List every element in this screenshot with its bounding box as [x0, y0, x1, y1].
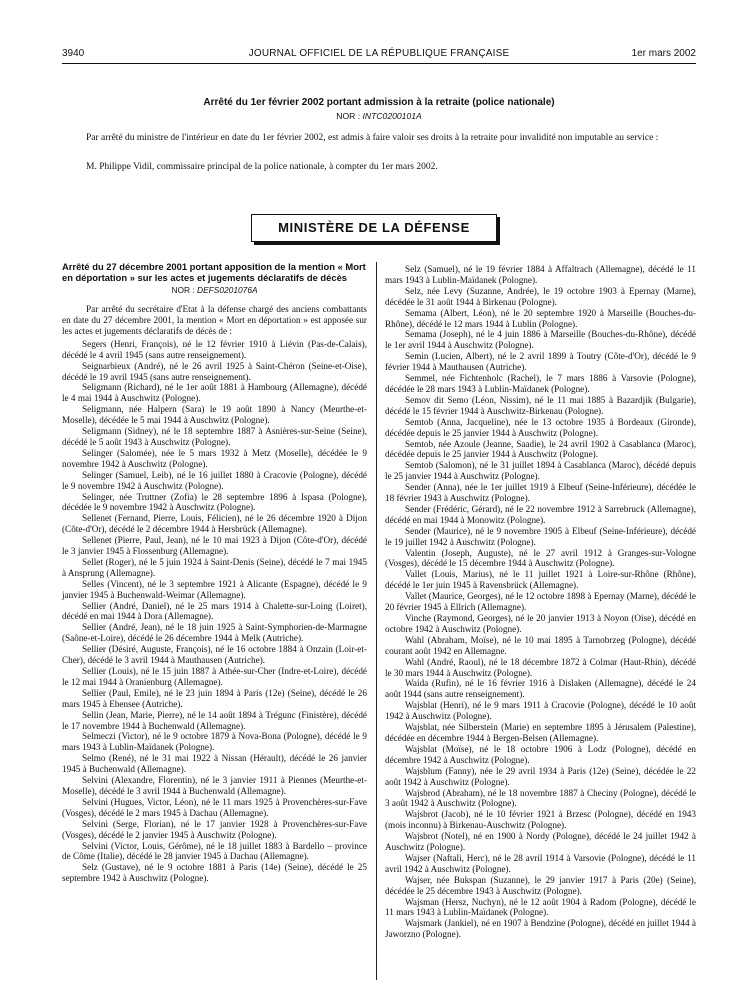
header-rule: [62, 63, 696, 64]
nor-label: NOR :: [171, 285, 198, 296]
list-item: Sellenet (Fernand, Pierre, Louis, Félicien), né le 26 décembre 1920 à Dijon (Côte-d'Or), décédé le 2 décembre 1944 à Hersbrück (Allemagne).: [62, 513, 367, 535]
list-item: Selvini (Victor, Louis, Gérôme), né le 18 juillet 1883 à Bardello – province de Côme (Italie), décédé le 28 janvier 1945 à Dachau (Allemagne).: [62, 840, 367, 862]
list-item: Sellier (André, Daniel), né le 25 mars 1914 à Chalette-sur-Loing (Loiret), décédé en mai 1944 à Dora (Allemagne).: [62, 600, 367, 622]
list-item: Selvini (Serge, Florian), né le 17 janvier 1928 à Provenchères-sur-Fave (Vosges), décédé le 2 janvier 1945 à Auschwitz (Pologne).: [62, 818, 367, 840]
list-item: Semtob, née Azoule (Jeanne, Saadie), le 24 avril 1902 à Casablanca (Maroc), décédée depuis le 25 janvier 1944 à Auschwitz (Pologne).: [385, 438, 696, 460]
list-item: Sellenet (Pierre, Paul, Jean), né le 10 mai 1923 à Dijon (Côte-d'Or), décédé le 3 janvier 1945 à Flossenburg (Allemagne).: [62, 535, 367, 557]
arrete-retraite-person: M. Philippe Vidil, commissaire principal de la police nationale, à compter du 1er mars 2002.: [86, 162, 438, 172]
list-item: Wajsbrot (Notel), né en 1900 à Nordy (Pologne), décédé le 24 juillet 1942 à Auschwitz (Pologne).: [385, 831, 696, 853]
list-item: Semmel, née Fichtenholc (Rachel), le 7 mars 1886 à Varsovie (Pologne), décédée le 28 mars 1943 à Lublin-Maïdanek (Pologne).: [385, 373, 696, 394]
list-item: Selinger (Salomée), née le 5 mars 1932 à Metz (Moselle), décédée le 9 novembre 1942 à Auschwitz (Pologne).: [62, 447, 367, 469]
list-item: Semtob (Anna, Jacqueline), née le 13 octobre 1935 à Bordeaux (Gironde), décédée depuis le 25 janvier 1944 à Auschwitz (Pologne).: [385, 416, 696, 438]
journal-title: JOURNAL OFFICIEL DE LA RÉPUBLIQUE FRANÇAISE: [248, 48, 510, 59]
list-item: Wajsblat (Moïse), né le 18 octobre 1906 à Lodz (Pologne), décédé en décembre 1942 à Auschwitz (Pologne).: [385, 743, 696, 765]
list-item: Sellier (Paul, Emile), né le 23 juin 1894 à Paris (12e) (Seine), décédé le 26 mars 1945 à Ebensee (Autriche).: [62, 687, 367, 709]
list-item: Wajser, née Bukspan (Suzanne), le 29 janvier 1917 à Paris (20e) (Seine), décédée le 25 décembre 1943 à Auschwitz (Pologne).: [385, 874, 696, 896]
list-item: Sender (Maurice), né le 9 novembre 1905 à Elbeuf (Seine-Inférieure), décédé le 19 juillet 1942 à Auschwitz (Pologne).: [385, 525, 696, 547]
list-item: Selmo (René), né le 31 mai 1922 à Nissan (Hérault), décédé le 26 janvier 1945 à Buchenwald (Allemagne).: [62, 753, 367, 775]
list-item: Seignarbieux (André), né le 26 avril 1925 à Saint-Chéron (Seine-et-Oise), décédé le 19 avril 1945 (sans autre renseignement).: [62, 360, 367, 382]
list-item: Selvini (Alexandre, Florentin), né le 3 janvier 1911 à Piennes (Meurthe-et-Moselle), décédé le 3 avril 1944 à Buchenwald (Allemagne).: [62, 775, 367, 796]
list-item: Sender (Anna), née le 1er juillet 1919 à Elbeuf (Seine-Inférieure), décédée le 18 février 1943 à Auschwitz (Pologne).: [385, 482, 696, 504]
list-item: Selinger, née Truttner (Zofia) le 28 septembre 1896 à Ispasa (Pologne), décédée le 9 novembre 1942 à Auschwitz (Pologne).: [62, 491, 367, 513]
page-number: 3940: [62, 48, 85, 59]
list-item: Selles (Vincent), né le 3 septembre 1921 à Alicante (Espagne), décédé le 9 janvier 1945 à Buchenwald-Weimar (Allemagne).: [62, 578, 367, 600]
list-item: Selmeczi (Victor), né le 9 octobre 1879 à Nova-Bona (Pologne), décédé le 9 mars 1943 à Lublin-Maïdanek (Pologne).: [62, 731, 367, 753]
list-item: Seligmann (Sidney), né le 18 septembre 1887 à Asnières-sur-Seine (Seine), décédé le 5 août 1943 à Auschwitz (Pologne).: [62, 426, 367, 447]
list-item: Selz (Samuel), né le 19 février 1884 à Affaltrach (Allemagne), décédé le 11 mars 1943 à Lublin-Maïdanek (Pologne).: [385, 264, 696, 285]
issue-date: 1er mars 2002: [631, 48, 696, 59]
arrete-retraite-title: Arrêté du 1er février 2002 portant admission à la retraite (police nationale): [203, 97, 555, 108]
arrete-deportation-nor: [62, 285, 367, 296]
column-divider: [376, 262, 377, 980]
list-item: Sellet (Roger), né le 5 juin 1924 à Saint-Denis (Seine), décédé le 7 mai 1945 à Ansprung (Allemagne).: [62, 556, 367, 578]
list-item: Wajsmark (Jankiel), né en 1907 à Bendzine (Pologne), décédé en juillet 1944 à Jaworzno (Pologne).: [385, 918, 696, 940]
nor-code: INTC0200101A: [362, 111, 422, 121]
list-item: Semov dit Semo (Léon, Nissim), né le 11 mai 1885 à Bazardjik (Bulgarie), décédé le 15 février 1944 à Auschwitz-Birkenau (Pologne).: [385, 394, 696, 416]
list-item: Wahl (André, Raoul), né le 18 décembre 1872 à Colmar (Haut-Rhin), décédé le 30 mars 1944 à Auschwitz (Pologne).: [385, 656, 696, 678]
list-item: Valentin (Joseph, Auguste), né le 27 avril 1912 à Granges-sur-Vologne (Vosges), décédé le 15 décembre 1944 à Auschwitz (Pologne).: [385, 547, 696, 569]
arrete-retraite-nor: [62, 111, 696, 121]
left-column: [62, 262, 367, 884]
list-item: Vallet (Louis, Marius), né le 11 juillet 1921 à Loire-sur-Rhône (Rhône), décédé le 1er juin 1945 à Ravensbrück (Allemagne).: [385, 569, 696, 591]
list-item: Selz (Gustave), né le 9 octobre 1881 à Paris (14e) (Seine), décédé le 25 septembre 1942 à Auschwitz (Pologne).: [62, 862, 367, 884]
arrete-deportation-title: Arrêté du 27 décembre 2001 portant apposition de la mention « Mort en déportation » sur les actes et jugements déclaratifs de décès: [62, 261, 366, 283]
list-item: Selz, née Levy (Suzanne, Andrée), le 19 octobre 1903 à Epernay (Marne), décédée le 31 août 1944 à Birkenau (Pologne).: [385, 285, 696, 307]
ministry-heading: MINISTÈRE DE LA DÉFENSE: [251, 214, 497, 242]
list-item: Waida (Rufin), né le 16 février 1916 à Dislaken (Allemagne), décédé le 24 août 1944 (sans autre renseignement).: [385, 678, 696, 700]
list-item: Semama (Albert, Léon), né le 20 septembre 1920 à Marseille (Bouches-du-Rhône), décédé le 12 mars 1944 à Lublin (Pologne).: [385, 307, 696, 329]
list-item: Wajsblat (Henri), né le 9 mars 1911 à Cracovie (Pologne), décédé le 10 août 1942 à Auschwitz (Pologne).: [385, 700, 696, 722]
list-item: Segers (Henri, François), né le 12 février 1910 à Liévin (Pas-de-Calais), décédé le 4 avril 1945 (sans autre renseignement).: [62, 338, 367, 360]
list-item: Wajser (Naftali, Herc), né le 28 avril 1914 à Varsovie (Pologne), décédé le 11 avril 1942 à Auschwitz (Pologne).: [385, 852, 696, 874]
list-item: Sellin (Jean, Marie, Pierre), né le 14 août 1894 à Trégunc (Finistère), décédé le 17 novembre 1944 à Buchenwald (Allemagne).: [62, 709, 367, 731]
list-item: Semtob (Salomon), né le 31 juillet 1894 à Casablanca (Maroc), décédé depuis le 25 janvier 1944 à Auschwitz (Pologne).: [385, 460, 696, 482]
list-item: Vallet (Maurice, Georges), né le 12 octobre 1898 à Epernay (Marne), décédé le 20 février 1945 à Ellrich (Allemagne).: [385, 591, 696, 613]
list-item: Semama (Joseph), né le 4 juin 1886 à Marseille (Bouches-du-Rhône), décédé le 1er avril 1944 à Auschwitz (Pologne).: [385, 329, 696, 351]
arrete-retraite-paragraph: Par arrêté du ministre de l'intérieur en date du 1er février 2002, est admis à faire valoir ses droits à la retraite pour invalidité non imputable au service :: [86, 133, 659, 143]
list-item: Wajsman (Hersz, Nuchyn), né le 12 août 1904 à Radom (Pologne), décédé le 11 mars 1943 à Lublin-Maïdanek (Pologne).: [385, 896, 696, 918]
page-header: [62, 48, 696, 62]
list-item: Sender (Frédéric, Gérard), né le 22 novembre 1912 à Sarrebruck (Allemagne), décédé en mai 1944 à Monowitz (Pologne).: [385, 503, 696, 525]
list-item: Sellier (André, Jean), né le 18 juin 1925 à Saint-Symphorien-de-Marmagne (Saône-et-Loire), décédé le 26 décembre 1944 à Melk (Autriche).: [62, 622, 367, 644]
list-item: Vinche (Raymond, Georges), né le 20 janvier 1913 à Noyon (Oise), décédé en octobre 1942 à Auschwitz (Pologne).: [385, 613, 696, 634]
list-item: Wajsblum (Fanny), née le 29 avril 1934 à Paris (12e) (Seine), décédée le 22 août 1942 à Auschwitz (Pologne).: [385, 765, 696, 787]
list-item: Wajsblat, née Silberstein (Marie) en septembre 1895 à Jérusalem (Palestine), décédée en décembre 1944 à Bergen-Belsen (Allemagne).: [385, 722, 696, 743]
list-item: Wahl (Abraham, Moïse), né le 10 mai 1895 à Tarnobrzeg (Pologne), décédé courant août 1942 en Allemagne.: [385, 634, 696, 656]
right-column: [385, 264, 696, 940]
list-item: Semin (Lucien, Albert), né le 2 avril 1899 à Toutry (Côte-d'Or), décédé le 9 février 1944 à Mauthausen (Autriche).: [385, 351, 696, 373]
list-item: Seligmann (Richard), né le 1er août 1881 à Hambourg (Allemagne), décédé le 4 mai 1944 à Auschwitz (Pologne).: [62, 382, 367, 404]
list-item: Selinger (Samuel, Leib), né le 16 juillet 1880 à Cracovie (Pologne), décédé le 9 novembre 1942 à Auschwitz (Pologne).: [62, 469, 367, 491]
list-item: Selvini (Hugues, Victor, Léon), né le 11 mars 1925 à Provenchères-sur-Fave (Vosges), décédé le 2 mars 1945 à Dachau (Allemagne).: [62, 796, 367, 818]
list-item: Sellier (Désiré, Auguste, François), né le 16 octobre 1884 à Onzain (Loir-et-Cher), décédé le 3 avril 1944 à Mauthausen (Autriche).: [62, 644, 367, 666]
nor-code: DEFS0201076A: [197, 285, 258, 296]
list-item: Sellier (Louis), né le 15 juin 1887 à Athée-sur-Cher (Indre-et-Loire), décédé le 12 mai 1944 à Oranienburg (Allemagne).: [62, 666, 367, 687]
list-item: Seligmann, née Halpern (Sara) le 19 août 1890 à Nancy (Meurthe-et-Moselle), décédée le 5 mai 1944 à Auschwitz (Pologne).: [62, 404, 367, 426]
list-item: Wajsbrod (Abraham), né le 18 novembre 1887 à Checiny (Pologne), décédé le 3 août 1942 à Auschwitz (Pologne).: [385, 787, 696, 809]
nor-label: NOR :: [336, 111, 363, 121]
arrete-deportation-intro: Par arrêté du secrétaire d'Etat à la défense chargé des anciens combattants en date du 27 décembre 2001, la mention « Mort en déportation » est apposée sur les actes et jugements déclaratifs de décès de :: [62, 304, 367, 336]
list-item: Wajsbrot (Jacob), né le 10 février 1921 à Brzesc (Pologne), décédé en 1943 (mois inconnu) à Birkenau-Auschwitz (Pologne).: [385, 809, 696, 831]
